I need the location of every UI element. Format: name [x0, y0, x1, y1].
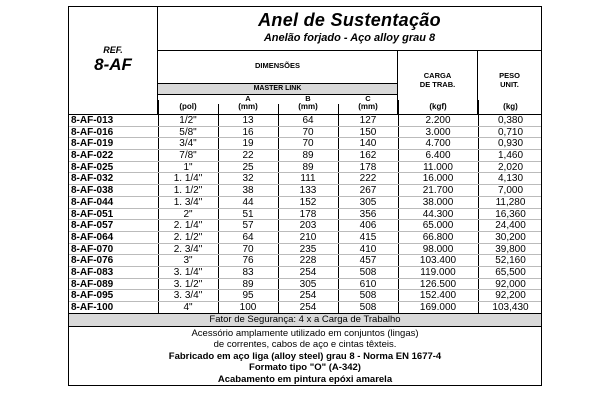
- page-title: Anel de Sustentação: [258, 10, 441, 30]
- cell-b: 254: [299, 266, 317, 278]
- cell-kg: 39,800: [495, 243, 526, 255]
- cell-kg: 30,200: [495, 231, 526, 243]
- cell-a: 83: [242, 266, 254, 278]
- cell-b: 210: [299, 231, 317, 243]
- cell-kgf: 66.800: [422, 231, 454, 243]
- cell-a: 19: [242, 138, 254, 150]
- cell-pol: 1. 1/2": [173, 185, 203, 197]
- cell-kgf: 21.700: [422, 185, 454, 197]
- cell-kgf: 126.500: [419, 278, 457, 290]
- cell-kgf: 103.400: [419, 255, 457, 267]
- table-row: [69, 302, 541, 314]
- cell-kg: 92,200: [495, 290, 526, 302]
- cell-kg: 92,000: [495, 278, 526, 290]
- cell-pol: 2. 1/2": [173, 231, 203, 243]
- cell-a: 57: [242, 220, 254, 232]
- cell-b: 178: [299, 208, 317, 220]
- unit-a: (mm): [238, 102, 258, 111]
- cell-ref: 8-AF-019: [71, 138, 114, 150]
- cell-ref: 8-AF-044: [71, 196, 114, 208]
- cell-c: 222: [359, 173, 377, 185]
- cell-kgf: 152.400: [419, 290, 457, 302]
- cell-b: 228: [299, 255, 317, 267]
- title-box: [158, 7, 541, 51]
- unit-b: (mm): [298, 102, 318, 111]
- safety-factor-note: Fator de Segurança: 4 x a Carga de Trabalho: [69, 313, 541, 327]
- table-row: [69, 279, 541, 291]
- cell-a: 44: [242, 196, 254, 208]
- cell-pol: 1": [183, 161, 193, 173]
- cell-kgf: 4.700: [425, 138, 451, 150]
- cell-b: 111: [300, 173, 316, 185]
- cell-b: 89: [302, 150, 314, 162]
- cell-b: 64: [302, 115, 314, 126]
- cell-c: 508: [359, 290, 377, 302]
- cell-kg: 24,400: [495, 220, 526, 232]
- cell-pol: 1. 3/4": [173, 196, 203, 208]
- cell-a: 51: [242, 208, 254, 220]
- cell-ref: 8-AF-025: [71, 161, 114, 173]
- peso-header-line1: PESO: [499, 71, 520, 80]
- unit-pol: (pol): [179, 102, 197, 111]
- table-row: [69, 209, 541, 221]
- cell-b: 254: [299, 302, 317, 313]
- carga-header-line2: DE TRAB.: [419, 80, 456, 89]
- unit-c: (mm): [358, 102, 378, 111]
- footer-line5: Acabamento em pintura epóxi amarela: [217, 373, 393, 385]
- cell-pol: 2": [183, 208, 193, 220]
- cell-c: 457: [359, 255, 377, 267]
- cell-kg: 0,710: [497, 126, 524, 138]
- cell-kgf: 169.000: [419, 302, 457, 313]
- cell-a: 25: [242, 161, 254, 173]
- cell-ref: 8-AF-095: [71, 290, 114, 302]
- table-row: [69, 232, 541, 244]
- cell-kg: 2,020: [497, 161, 524, 173]
- cell-b: 133: [299, 185, 317, 197]
- cell-a: 100: [239, 302, 257, 313]
- cell-ref: 8-AF-089: [71, 278, 114, 290]
- cell-kgf: 2.200: [425, 115, 451, 126]
- page-subtitle: Anelão forjado - Aço alloy grau 8: [263, 32, 436, 44]
- cell-c: 406: [359, 220, 377, 232]
- cell-c: 356: [359, 208, 377, 220]
- table-row: [69, 173, 541, 185]
- dimensions-title: DIMENSÕES: [254, 61, 300, 70]
- table-row: [69, 244, 541, 256]
- cell-c: 508: [359, 302, 377, 313]
- col-a-header: A: [245, 94, 251, 103]
- cell-kgf: 16.000: [422, 173, 454, 185]
- cell-c: 415: [359, 231, 377, 243]
- table-row: [69, 115, 541, 127]
- cell-b: 70: [302, 126, 314, 138]
- cell-c: 162: [359, 150, 377, 162]
- cell-a: 16: [242, 126, 254, 138]
- cell-a: 89: [242, 278, 254, 290]
- cell-ref: 8-AF-051: [71, 208, 114, 220]
- ref-code: 8-AF: [94, 55, 132, 74]
- carga-header-line1: CARGA: [423, 71, 452, 80]
- cell-kgf: 11.000: [423, 161, 453, 173]
- spec-table-body: [69, 115, 541, 314]
- cell-c: 508: [359, 266, 377, 278]
- cell-kgf: 6.400: [425, 150, 451, 162]
- cell-a: 22: [242, 150, 254, 162]
- cell-b: 89: [302, 161, 314, 173]
- table-row: [69, 127, 541, 139]
- cell-kg: 7,000: [497, 185, 524, 197]
- table-row: [69, 267, 541, 279]
- table-row: [69, 138, 541, 150]
- table-row: [69, 220, 541, 232]
- cell-pol: 7/8": [179, 150, 197, 162]
- cell-a: 32: [242, 173, 254, 185]
- cell-kg: 0,930: [497, 138, 524, 150]
- cell-pol: 5/8": [179, 126, 197, 138]
- cell-a: 64: [242, 231, 254, 243]
- cell-c: 150: [359, 126, 377, 138]
- cell-ref: 8-AF-076: [71, 255, 114, 267]
- peso-header-line2: UNIT.: [500, 80, 519, 89]
- cell-a: 76: [242, 255, 254, 267]
- cell-b: 70: [302, 138, 314, 150]
- cell-c: 127: [359, 115, 377, 126]
- cell-pol: 3. 1/2": [173, 278, 203, 290]
- cell-b: 152: [299, 196, 317, 208]
- cell-kgf: 38.000: [422, 196, 454, 208]
- cell-b: 254: [299, 290, 317, 302]
- cell-pol: 2. 3/4": [173, 243, 203, 255]
- table-row: [69, 162, 541, 174]
- cell-b: 235: [299, 243, 317, 255]
- cell-ref: 8-AF-022: [71, 150, 114, 162]
- footer-line4: Formato tipo "O" (A-342): [249, 362, 361, 374]
- cell-pol: 3. 3/4": [173, 290, 203, 302]
- cell-kg: 0,380: [497, 115, 524, 126]
- cell-pol: 4": [183, 302, 193, 313]
- cell-kgf: 98.000: [422, 243, 454, 255]
- cell-kg: 16,360: [495, 208, 526, 220]
- cell-ref: 8-AF-016: [71, 126, 114, 138]
- cell-kgf: 65.000: [422, 220, 454, 232]
- cell-c: 178: [359, 161, 377, 173]
- unit-kg: (kg): [503, 102, 518, 111]
- cell-kgf: 44.300: [422, 208, 454, 220]
- cell-ref: 8-AF-032: [71, 173, 114, 185]
- master-link-label: MASTER LINK: [158, 83, 397, 95]
- cell-ref: 8-AF-100: [71, 302, 114, 313]
- footer-line2: de correntes, cabos de aço e cintas têxteis.: [213, 339, 397, 351]
- cell-a: 13: [242, 115, 254, 126]
- cell-kg: 52,160: [495, 255, 526, 267]
- ref-label: REF.: [103, 45, 123, 55]
- cell-c: 305: [359, 196, 377, 208]
- cell-kgf: 3.000: [425, 126, 451, 138]
- cell-b: 305: [299, 278, 317, 290]
- cell-kg: 103,430: [492, 302, 529, 313]
- col-b-header: B: [305, 94, 311, 103]
- table-row: [69, 185, 541, 197]
- footer-line1: Acessório amplamente utilizado em conjuntos (lingas): [191, 328, 419, 339]
- cell-c: 140: [359, 138, 377, 150]
- col-c-header: C: [365, 94, 371, 103]
- cell-pol: 2. 1/4": [173, 220, 203, 232]
- cell-kg: 4,130: [497, 173, 524, 185]
- cell-c: 267: [359, 185, 377, 197]
- footer-line3: Fabricado em aço liga (alloy steel) grau 8 - Norma EN 1677-4: [168, 350, 442, 362]
- cell-pol: 3/4": [179, 138, 197, 150]
- cell-pol: 3. 1/4": [173, 266, 203, 278]
- cell-ref: 8-AF-013: [71, 115, 114, 126]
- cell-kg: 1,460: [497, 150, 524, 162]
- table-row: [69, 255, 541, 267]
- cell-pol: 1. 1/4": [173, 173, 203, 185]
- cell-ref: 8-AF-070: [71, 243, 114, 255]
- cell-kgf: 119.000: [420, 266, 456, 278]
- cell-a: 38: [242, 185, 254, 197]
- cell-ref: 8-AF-038: [71, 185, 114, 197]
- ref-box: [69, 7, 158, 115]
- cell-ref: 8-AF-057: [71, 220, 114, 232]
- cell-b: 203: [299, 220, 317, 232]
- footer-notes: [69, 328, 541, 385]
- cell-pol: 1/2": [179, 115, 197, 126]
- units-row: [69, 100, 541, 115]
- cell-a: 70: [242, 243, 254, 255]
- cell-a: 95: [242, 290, 254, 302]
- cell-ref: 8-AF-064: [71, 231, 114, 243]
- cell-c: 410: [359, 243, 377, 255]
- cell-ref: 8-AF-083: [71, 266, 114, 278]
- cell-pol: 3": [183, 255, 193, 267]
- table-row: [69, 150, 541, 162]
- unit-kgf: (kgf): [429, 102, 447, 111]
- cell-kg: 11,280: [495, 196, 526, 208]
- table-row: [69, 290, 541, 302]
- cell-c: 610: [359, 278, 377, 290]
- cell-kg: 65,500: [495, 266, 526, 278]
- product-sheet: [68, 6, 542, 386]
- table-row: [69, 197, 541, 209]
